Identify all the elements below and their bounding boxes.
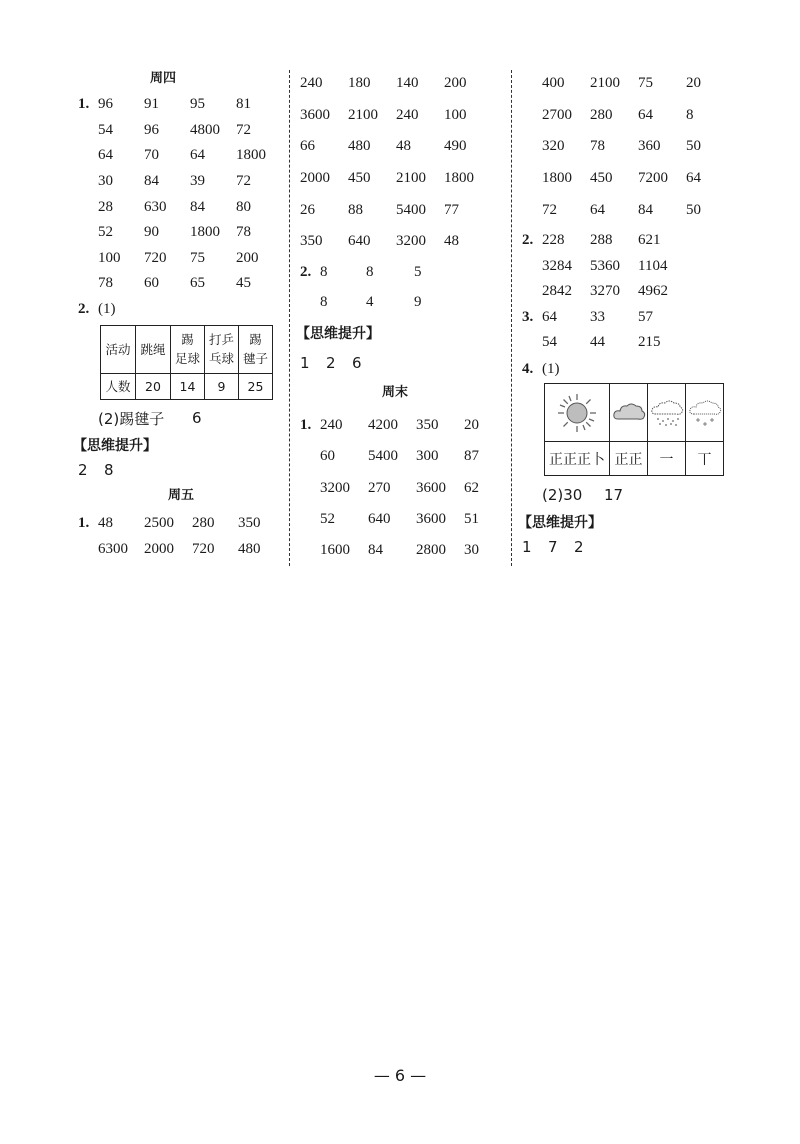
answer-cell: 2700: [542, 106, 572, 123]
answer-cell: 95: [190, 96, 205, 113]
answer-cell: 20: [464, 416, 479, 433]
answer-cell: 3600: [300, 106, 330, 123]
answer-cell: 300: [416, 448, 439, 465]
day-title-weekend: 周末: [381, 384, 408, 400]
thinking-heading: 【思维提升】: [296, 325, 380, 342]
answer-cell: 1800: [444, 170, 474, 187]
answer-cell: 90: [144, 224, 159, 241]
answer-cell: 64: [98, 147, 113, 164]
answer-cell: 17: [604, 486, 624, 505]
answer-cell: 72: [542, 201, 557, 218]
answer-row: [78, 537, 283, 563]
answer-cell: 1104: [638, 257, 668, 274]
answer-cell: 64: [686, 170, 701, 187]
question-number: 3.: [522, 308, 534, 325]
answer-cell: 1800: [236, 147, 266, 164]
answer-cell: 215: [638, 334, 661, 351]
answer-cell: 640: [368, 510, 391, 527]
part-label: (1): [542, 360, 560, 377]
answer-cell: 400: [542, 75, 565, 92]
answer-cell: 4962: [638, 283, 668, 300]
answer-row: [522, 279, 727, 305]
question-number: 2.: [300, 264, 312, 281]
question-number: 1.: [78, 96, 90, 113]
answer-cell: 48: [98, 515, 113, 532]
answer-cell: 4800: [190, 121, 220, 138]
weekend-q1: [300, 410, 505, 567]
answer-row: [300, 504, 505, 535]
answer-cell: 54: [98, 121, 113, 138]
answer-cell: 26: [300, 201, 315, 218]
answer-cell: 3284: [542, 257, 572, 274]
table-cell: 20: [136, 373, 171, 399]
answer-cell: 33: [590, 308, 605, 325]
answer-cell: 78: [98, 275, 113, 292]
answer-cell: 2100: [590, 75, 620, 92]
answer-cell: 2: [574, 538, 584, 557]
answer-cell: 5400: [396, 201, 426, 218]
table-cell: 14: [171, 373, 205, 399]
answer-cell: 1: [522, 538, 532, 557]
answer-cell: 450: [348, 170, 371, 187]
answer-row: [522, 304, 727, 330]
answer-cell: 5360: [590, 257, 620, 274]
answer-cell: 2100: [396, 170, 426, 187]
answer-cell: 87: [464, 448, 479, 465]
answer-cell: 630: [144, 198, 167, 215]
answer-cell: 100: [444, 106, 467, 123]
answer-cell: 4: [366, 294, 374, 311]
answer-row: [78, 92, 283, 118]
answer-cell: 270: [368, 479, 391, 496]
answer-cell: 50: [686, 201, 701, 218]
answer-cell: 6: [352, 353, 362, 372]
question-number: 4.: [522, 360, 534, 377]
question-number: 1.: [300, 416, 312, 433]
answer-cell: 81: [236, 96, 251, 113]
answer-cell: 78: [590, 138, 605, 155]
answer-cell: 1800: [190, 224, 220, 241]
answer-cell: 720: [192, 541, 215, 558]
answer-cell: 72: [236, 121, 251, 138]
table-header: 踢 足球: [171, 325, 205, 373]
snowy-icon: [686, 384, 724, 442]
answer-cell: 2: [78, 460, 88, 479]
answer-cell: 60: [320, 448, 335, 465]
answer-cell: 2: [326, 353, 336, 372]
answer-cell: 50: [686, 138, 701, 155]
day-title-friday: 周五: [167, 487, 194, 503]
answer-cell: 96: [98, 96, 113, 113]
table-cell: 9: [205, 373, 239, 399]
answer-cell: 2000: [300, 170, 330, 187]
answer-cell: 200: [444, 75, 467, 92]
answer-row: [522, 100, 727, 132]
part-label: (1): [98, 301, 116, 318]
answer-row: [300, 288, 505, 318]
answer-cell: 9: [414, 294, 422, 311]
q1-block: [78, 92, 283, 297]
answer-cell: 91: [144, 96, 159, 113]
answer-row: [78, 194, 283, 220]
answer-row: [78, 220, 283, 246]
answer-cell: 44: [590, 334, 605, 351]
answer-cell: 48: [396, 138, 411, 155]
answer-cell: 39: [190, 173, 205, 190]
answer-cell: 4200: [368, 416, 398, 433]
answer-cell: 66: [300, 138, 315, 155]
answer-cell: 8: [366, 264, 374, 281]
answer-row: [522, 131, 727, 163]
answer-cell: 2842: [542, 283, 572, 300]
rainy-icon: [648, 384, 686, 442]
table-cell: 人数: [101, 373, 136, 399]
answer-row: [78, 169, 283, 195]
table-header: 跳绳: [136, 325, 171, 373]
answer-row: [78, 271, 283, 297]
answer-row: [300, 410, 505, 441]
answer-row: [78, 246, 283, 272]
thinking-answers: [522, 534, 727, 560]
answer-cell: 350: [300, 233, 323, 250]
answer-cell: 240: [300, 75, 323, 92]
tally-cell: 正正正卜: [545, 442, 610, 476]
column-friday-weekend: [296, 68, 505, 567]
answer-row: [300, 472, 505, 503]
answer-cell: 3270: [590, 283, 620, 300]
answer-cell: 64: [590, 201, 605, 218]
answer-cell: 96: [144, 121, 159, 138]
table-header: 活动: [101, 325, 136, 373]
thinking-answers: [78, 457, 283, 483]
answer-cell: 70: [144, 147, 159, 164]
question-number: 2.: [522, 232, 534, 249]
answer-cell: 350: [416, 416, 439, 433]
cloudy-icon: [610, 384, 648, 442]
answer-cell: 77: [444, 201, 459, 218]
answer-cell: 6300: [98, 541, 128, 558]
answer-cell: 30: [98, 173, 113, 190]
answer-cell: 1800: [542, 170, 572, 187]
answer-cell: 621: [638, 232, 661, 249]
answer-cell: 80: [236, 198, 251, 215]
answer-cell: 30: [464, 542, 479, 559]
tally-cell: 一: [648, 442, 686, 476]
column-divider-2: [511, 70, 512, 566]
thinking-answers: [300, 348, 505, 378]
table-header: 打乒 乓球: [205, 325, 239, 373]
continued-answers: [300, 68, 505, 258]
answer-row: [300, 258, 505, 288]
column-weekend-continued: [518, 68, 727, 560]
answer-cell: 8: [320, 264, 328, 281]
answer-cell: 360: [638, 138, 661, 155]
column-thursday-friday: [73, 68, 283, 563]
answer-cell: 8: [686, 106, 694, 123]
answer-cell: 52: [98, 224, 113, 241]
answer-cell: 3200: [320, 479, 350, 496]
answer-cell: 7: [548, 538, 558, 557]
tally-cell: 丅: [686, 442, 724, 476]
answer-row: [300, 68, 505, 100]
question-number: 1.: [78, 515, 90, 532]
answer-cell: 480: [238, 541, 261, 558]
answer-cell: 280: [590, 106, 613, 123]
answer-cell: 140: [396, 75, 419, 92]
answer-cell: 200: [236, 249, 259, 266]
q4-part2: [522, 480, 727, 510]
q2-heading: [78, 297, 283, 323]
answer-row: [522, 163, 727, 195]
answer-cell: 84: [638, 201, 653, 218]
answer-row: [522, 68, 727, 100]
answer-cell: 7200: [638, 170, 668, 187]
q4-heading: [522, 355, 727, 383]
answer-cell: 75: [190, 249, 205, 266]
answer-cell: 8: [320, 294, 328, 311]
answer-cell: 228: [542, 232, 565, 249]
answer-row: [300, 100, 505, 132]
question-number: 2.: [78, 301, 90, 318]
answer-row: [78, 118, 283, 144]
answer-cell: 720: [144, 249, 167, 266]
answer-cell: 490: [444, 138, 467, 155]
answer-cell: 20: [686, 75, 701, 92]
answer-cell: 62: [464, 479, 479, 496]
tally-cell: 正正: [610, 442, 648, 476]
thinking-heading: 【思维提升】: [73, 437, 157, 454]
answer-row: [300, 163, 505, 195]
answer-cell: 64: [190, 147, 205, 164]
answer-cell: 288: [590, 232, 613, 249]
answer-row: [522, 228, 727, 254]
answer-cell: 280: [192, 515, 215, 532]
day-title-thursday: 周四: [149, 71, 176, 86]
answer-row: [78, 511, 283, 537]
answer-cell: 5: [414, 264, 422, 281]
answer-text: (2)30: [542, 486, 583, 505]
answer-cell: 2800: [416, 542, 446, 559]
answer-cell: 3600: [416, 510, 446, 527]
answer-cell: 57: [638, 308, 653, 325]
answer-cell: 65: [190, 275, 205, 292]
answer-cell: 84: [368, 542, 383, 559]
answer-cell: 52: [320, 510, 335, 527]
column-divider-1: [289, 70, 290, 566]
answer-row: [300, 441, 505, 472]
answer-cell: 28: [98, 198, 113, 215]
answer-cell: 51: [464, 510, 479, 527]
sunny-icon: [545, 384, 610, 442]
answer-cell: 78: [236, 224, 251, 241]
answer-cell: 64: [542, 308, 557, 325]
answer-cell: 6: [192, 409, 202, 428]
answer-row: [522, 194, 727, 226]
answer-row: [78, 143, 283, 169]
answer-row: [300, 535, 505, 566]
answer-cell: 240: [396, 106, 419, 123]
answer-cell: 1: [300, 353, 310, 372]
answer-cell: 72: [236, 173, 251, 190]
answer-cell: 2000: [144, 541, 174, 558]
answer-row: [300, 131, 505, 163]
answer-cell: 320: [542, 138, 565, 155]
answer-cell: 84: [190, 198, 205, 215]
answer-cell: 480: [348, 138, 371, 155]
table-header: 踢 毽子: [239, 325, 273, 373]
answer-cell: 75: [638, 75, 653, 92]
answer-cell: 180: [348, 75, 371, 92]
answer-row: [300, 194, 505, 226]
answer-text: (2)踢毽子: [98, 409, 165, 428]
answer-cell: 450: [590, 170, 613, 187]
table-cell: 25: [239, 373, 273, 399]
answer-row: [522, 330, 727, 356]
answer-cell: 88: [348, 201, 363, 218]
answer-cell: 84: [144, 173, 159, 190]
q2-part2: [78, 404, 283, 433]
answer-cell: 240: [320, 416, 343, 433]
answer-cell: 100: [98, 249, 121, 266]
answer-cell: 60: [144, 275, 159, 292]
page-number: — 6 —: [373, 1066, 427, 1085]
answer-cell: 3200: [396, 233, 426, 250]
answer-cell: 54: [542, 334, 557, 351]
answer-cell: 2100: [348, 106, 378, 123]
continued-answers: [522, 68, 727, 226]
activity-table: [100, 325, 273, 400]
answer-row: [522, 253, 727, 279]
answer-cell: 5400: [368, 448, 398, 465]
thinking-heading: 【思维提升】: [518, 515, 602, 532]
answer-cell: 2500: [144, 515, 174, 532]
answer-cell: 64: [638, 106, 653, 123]
answer-cell: 3600: [416, 479, 446, 496]
answer-cell: 640: [348, 233, 371, 250]
answer-cell: 8: [104, 460, 114, 479]
weather-table: [544, 383, 724, 476]
answer-cell: 48: [444, 233, 459, 250]
answer-cell: 45: [236, 275, 251, 292]
answer-cell: 350: [238, 515, 261, 532]
answer-cell: 1600: [320, 542, 350, 559]
answer-row: [300, 226, 505, 258]
